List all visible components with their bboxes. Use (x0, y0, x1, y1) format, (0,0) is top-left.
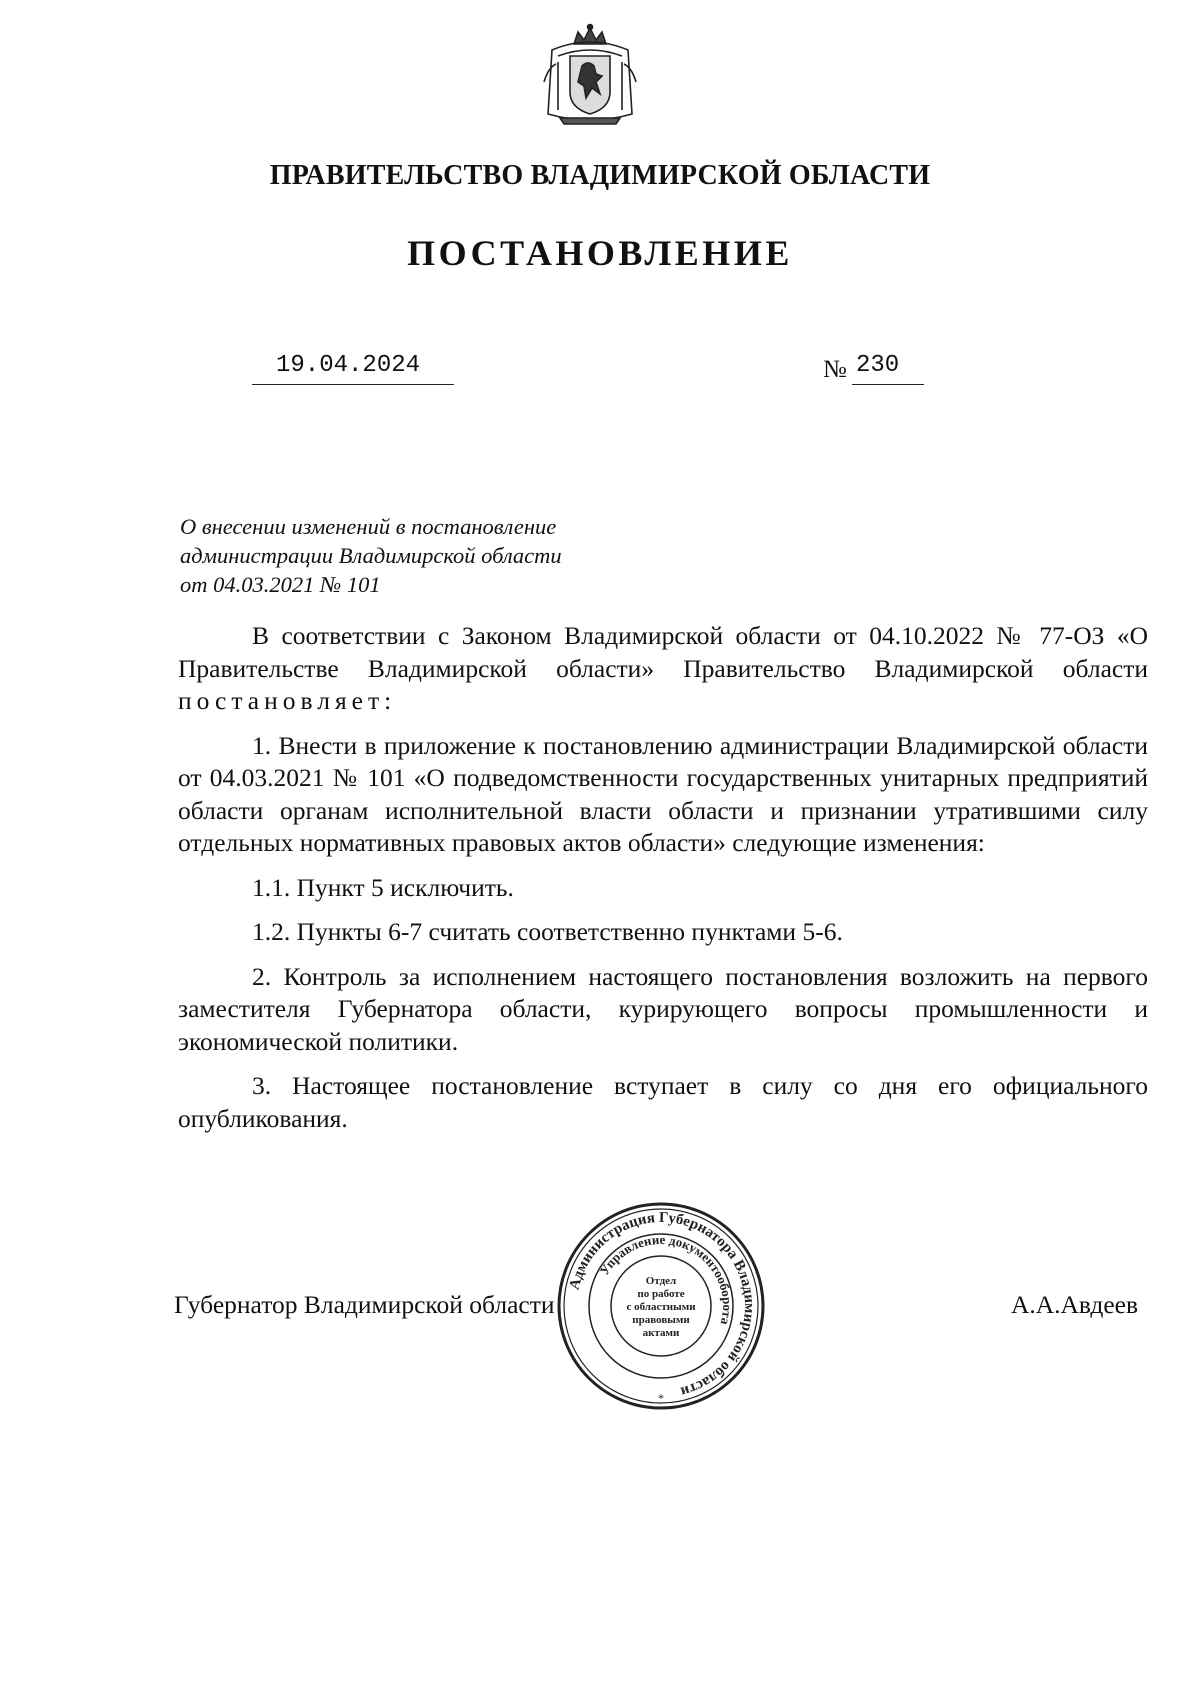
preamble-text: В соответствии с Законом Владимирской области от 04.10.2022 № 77-ОЗ «О Правительстве Владимирской области» Правительство Владимирской области (178, 621, 1148, 683)
item-1-2: 1.2. Пункты 6-7 считать соответственно пунктами 5-6. (252, 917, 843, 946)
svg-text:Администрация Губернатора Влад: Администрация Губернатора Владимирской области (566, 1209, 758, 1400)
document-subject (180, 512, 620, 599)
item-1-1: 1.1. Пункт 5 исключить. (252, 872, 514, 902)
item-2: 2. Контроль за исполнением настоящего постановления возложить на первого заместителя Губернатора области, курирующего вопросы промышленности и экономической политики. (178, 961, 1148, 1056)
svg-text:*: * (658, 1391, 664, 1405)
preamble-paragraph (178, 620, 1148, 718)
number-sign: № (823, 356, 847, 383)
svg-text:с областными: с областными (626, 1301, 696, 1313)
document-type-title: ПОСТАНОВЛЕНИЕ (407, 233, 793, 273)
subject-line: от 04.03.2021 № 101 (180, 572, 381, 597)
coat-of-arms-icon (538, 22, 642, 128)
item-1: 1. Внести в приложение к постановлению администрации Владимирской области от 04.03.2021 № 101 «О подведомственности государственных унитарных предприятий области органам исполнительной власти области и признании утратившими силу отдельных нормативных правовых актов области» следующие изменения: (178, 730, 1148, 857)
item-3: 3. Настоящее постановление вступает в силу со дня его официального опубликования. (178, 1071, 1148, 1133)
subject-line: администрации Владимирской области (180, 543, 562, 568)
document-body (178, 620, 1148, 1147)
official-seal-icon (555, 1200, 767, 1412)
svg-text:правовыми: правовыми (632, 1314, 690, 1326)
svg-text:Управление документооборота: Управление документооборота (596, 1231, 736, 1327)
document-date: 19.04.2024 (276, 352, 421, 379)
organization-title: ПРАВИТЕЛЬСТВО ВЛАДИМИРСКОЙ ОБЛАСТИ (269, 160, 931, 191)
svg-text:Отдел: Отдел (645, 1275, 677, 1287)
svg-text:актами: актами (642, 1327, 680, 1339)
document-number: 230 (856, 352, 900, 379)
subject-line: О внесении изменений в постановление (180, 514, 557, 539)
signatory-position: Губернатор Владимирской области (174, 1290, 555, 1319)
signatory-name: А.А.Авдеев (1010, 1290, 1138, 1319)
svg-text:по работе: по работе (637, 1288, 685, 1300)
preamble-action: постановляет: (178, 686, 397, 715)
